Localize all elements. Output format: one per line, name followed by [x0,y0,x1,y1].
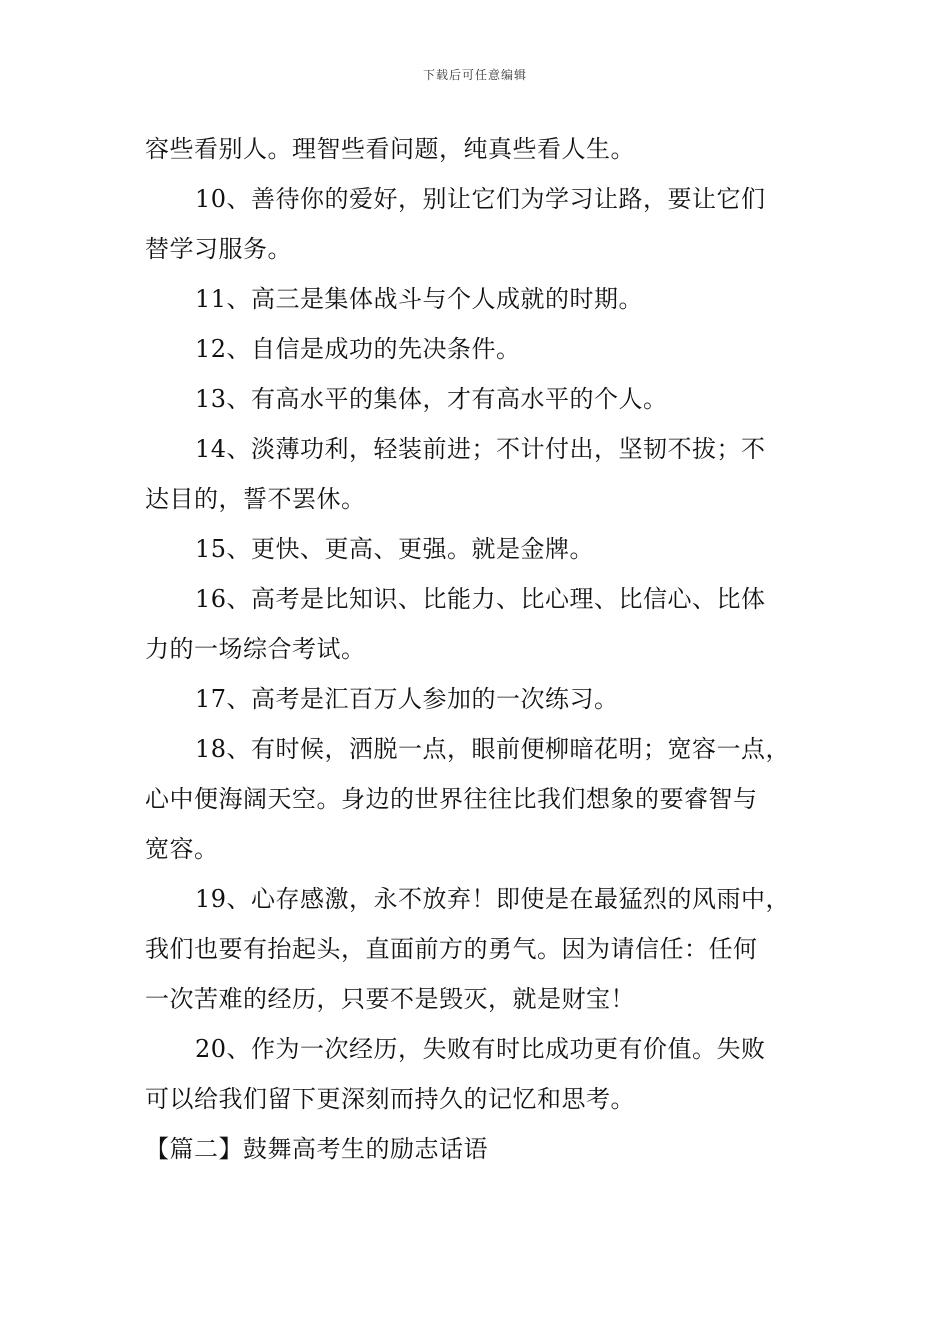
text-line: 19、心存感激，永不放弃！即使是在最猛烈的风雨中， [195,885,791,913]
text-line: 17、高考是汇百万人参加的一次练习。 [195,685,619,713]
text-line: 14、淡薄功利，轻装前进；不计付出，坚韧不拔；不 [195,435,766,463]
text-line: 18、有时候，洒脱一点，眼前便柳暗花明；宽容一点， [195,735,791,763]
text-line: 心中便海阔天空。身边的世界往往比我们想象的要睿智与 [145,785,758,813]
text-line: 10、善待你的爱好，别让它们为学习让路，要让它们 [195,185,766,213]
section-heading: 【篇二】鼓舞高考生的励志话语 [145,1135,488,1163]
text-line: 我们也要有抬起头，直面前方的勇气。因为请信任：任何 [145,935,758,963]
document-body [145,124,811,1174]
page-header: 下载后可任意编辑 [422,68,527,82]
text-line: 替学习服务。 [145,235,292,263]
text-line: 15、更快、更高、更强。就是金牌。 [195,535,595,563]
text-line: 达目的，誓不罢休。 [145,485,366,513]
text-line: 16、高考是比知识、比能力、比心理、比信心、比体 [195,585,766,613]
text-line: 容些看别人。理智些看问题，纯真些看人生。 [145,135,635,163]
text-line: 一次苦难的经历，只要不是毁灭，就是财宝！ [145,985,635,1013]
text-line: 可以给我们留下更深刻而持久的记忆和思考。 [145,1085,635,1113]
text-line: 12、自信是成功的先决条件。 [195,335,521,363]
text-line: 20、作为一次经历，失败有时比成功更有价值。失败 [195,1035,766,1063]
text-line: 13、有高水平的集体，才有高水平的个人。 [195,385,668,413]
text-line: 宽容。 [145,835,219,863]
text-line: 11、高三是集体战斗与个人成就的时期。 [195,285,644,313]
text-line: 力的一场综合考试。 [145,635,366,663]
